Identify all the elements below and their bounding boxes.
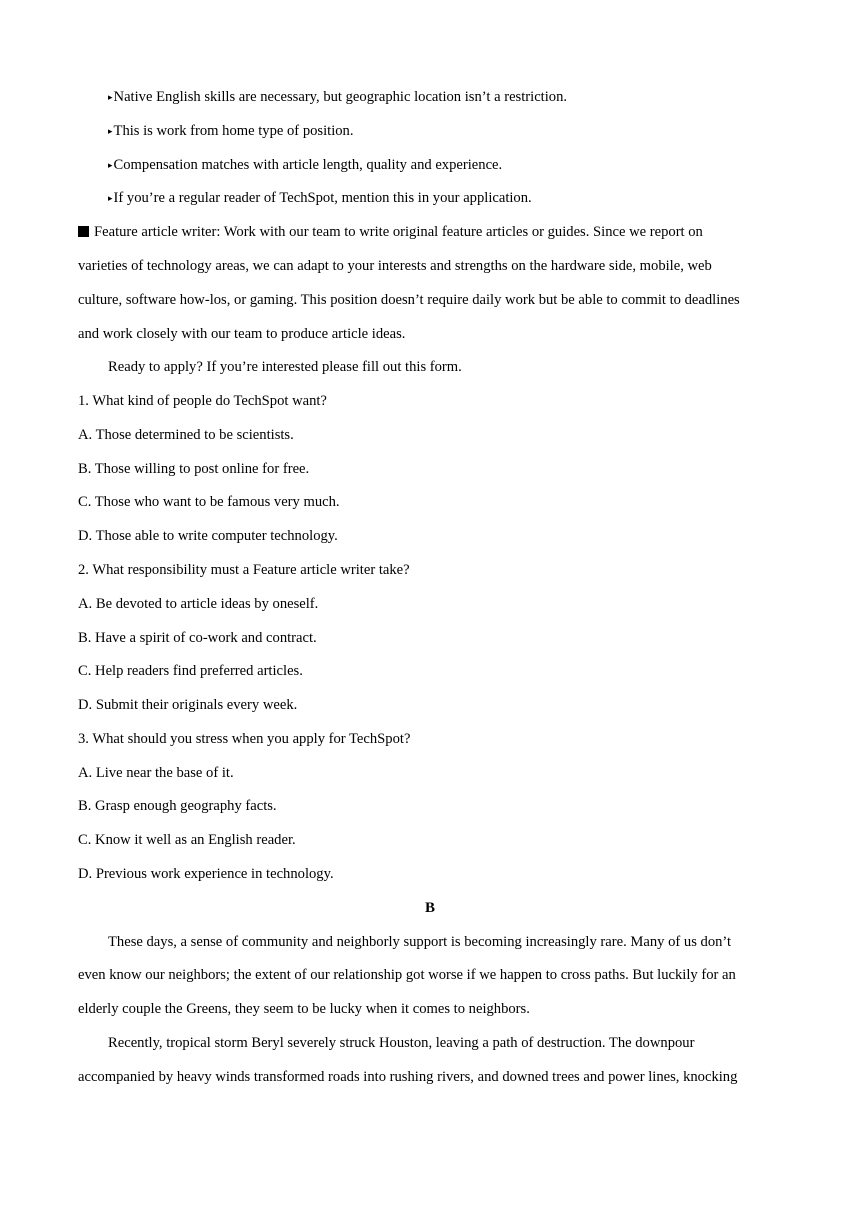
triangle-bullet-icon: ▸ [108, 160, 113, 170]
feature-line: varieties of technology areas, we can adapt to your interests and strengths on the hardware side, mobile, web [78, 258, 712, 274]
triangle-bullet-icon: ▸ [108, 92, 113, 102]
bullet-item: ▸Native English skills are necessary, but geographic location isn’t a restriction. [108, 89, 568, 105]
feature-line: culture, software how-los, or gaming. This position doesn’t require daily work but be able to commit to deadlines [78, 292, 740, 308]
bullet-item: ▸This is work from home type of position. [108, 123, 354, 139]
question-1: 1. What kind of people do TechSpot want? [78, 393, 327, 409]
paragraph-line: even know our neighbors; the extent of our relationship got worse if we happen to cross paths. But luckily for an [78, 967, 736, 983]
option-1b: B. Those willing to post online for free. [78, 461, 310, 477]
feature-line: Feature article writer: Work with our team to write original feature articles or guides. Since we report on [78, 222, 703, 242]
triangle-bullet-icon: ▸ [108, 126, 113, 136]
question-2: 2. What responsibility must a Feature article writer take? [78, 562, 410, 578]
option-3d: D. Previous work experience in technology. [78, 866, 334, 882]
paragraph-line: accompanied by heavy winds transformed roads into rushing rivers, and downed trees and power lines, knocking [78, 1069, 738, 1085]
black-square-bullet-icon [78, 226, 89, 237]
option-3b: B. Grasp enough geography facts. [78, 798, 277, 814]
paragraph-line: These days, a sense of community and neighborly support is becoming increasingly rare. Many of us don’t [108, 934, 732, 950]
option-2c: C. Help readers find preferred articles. [78, 663, 303, 679]
triangle-bullet-icon: ▸ [108, 193, 113, 203]
paragraph-line: Recently, tropical storm Beryl severely struck Houston, leaving a path of destruction. The downpour [108, 1035, 695, 1051]
paragraph-line: elderly couple the Greens, they seem to be lucky when it comes to neighbors. [78, 1001, 530, 1017]
option-2d: D. Submit their originals every week. [78, 697, 298, 713]
bullet-item: ▸Compensation matches with article length, quality and experience. [108, 157, 503, 173]
option-1a: A. Those determined to be scientists. [78, 427, 294, 443]
option-3c: C. Know it well as an English reader. [78, 832, 296, 848]
section-heading: B [424, 900, 435, 916]
question-3: 3. What should you stress when you apply for TechSpot? [78, 731, 411, 747]
option-1d: D. Those able to write computer technology. [78, 528, 338, 544]
option-1c: C. Those who want to be famous very much. [78, 494, 340, 510]
option-2b: B. Have a spirit of co-work and contract. [78, 630, 317, 646]
feature-line: and work closely with our team to produce article ideas. [78, 326, 406, 342]
bullet-item: ▸If you’re a regular reader of TechSpot, mention this in your application. [108, 190, 532, 206]
option-2a: A. Be devoted to article ideas by oneself. [78, 596, 319, 612]
apply-line: Ready to apply? If you’re interested please fill out this form. [108, 359, 462, 375]
option-3a: A. Live near the base of it. [78, 765, 234, 781]
